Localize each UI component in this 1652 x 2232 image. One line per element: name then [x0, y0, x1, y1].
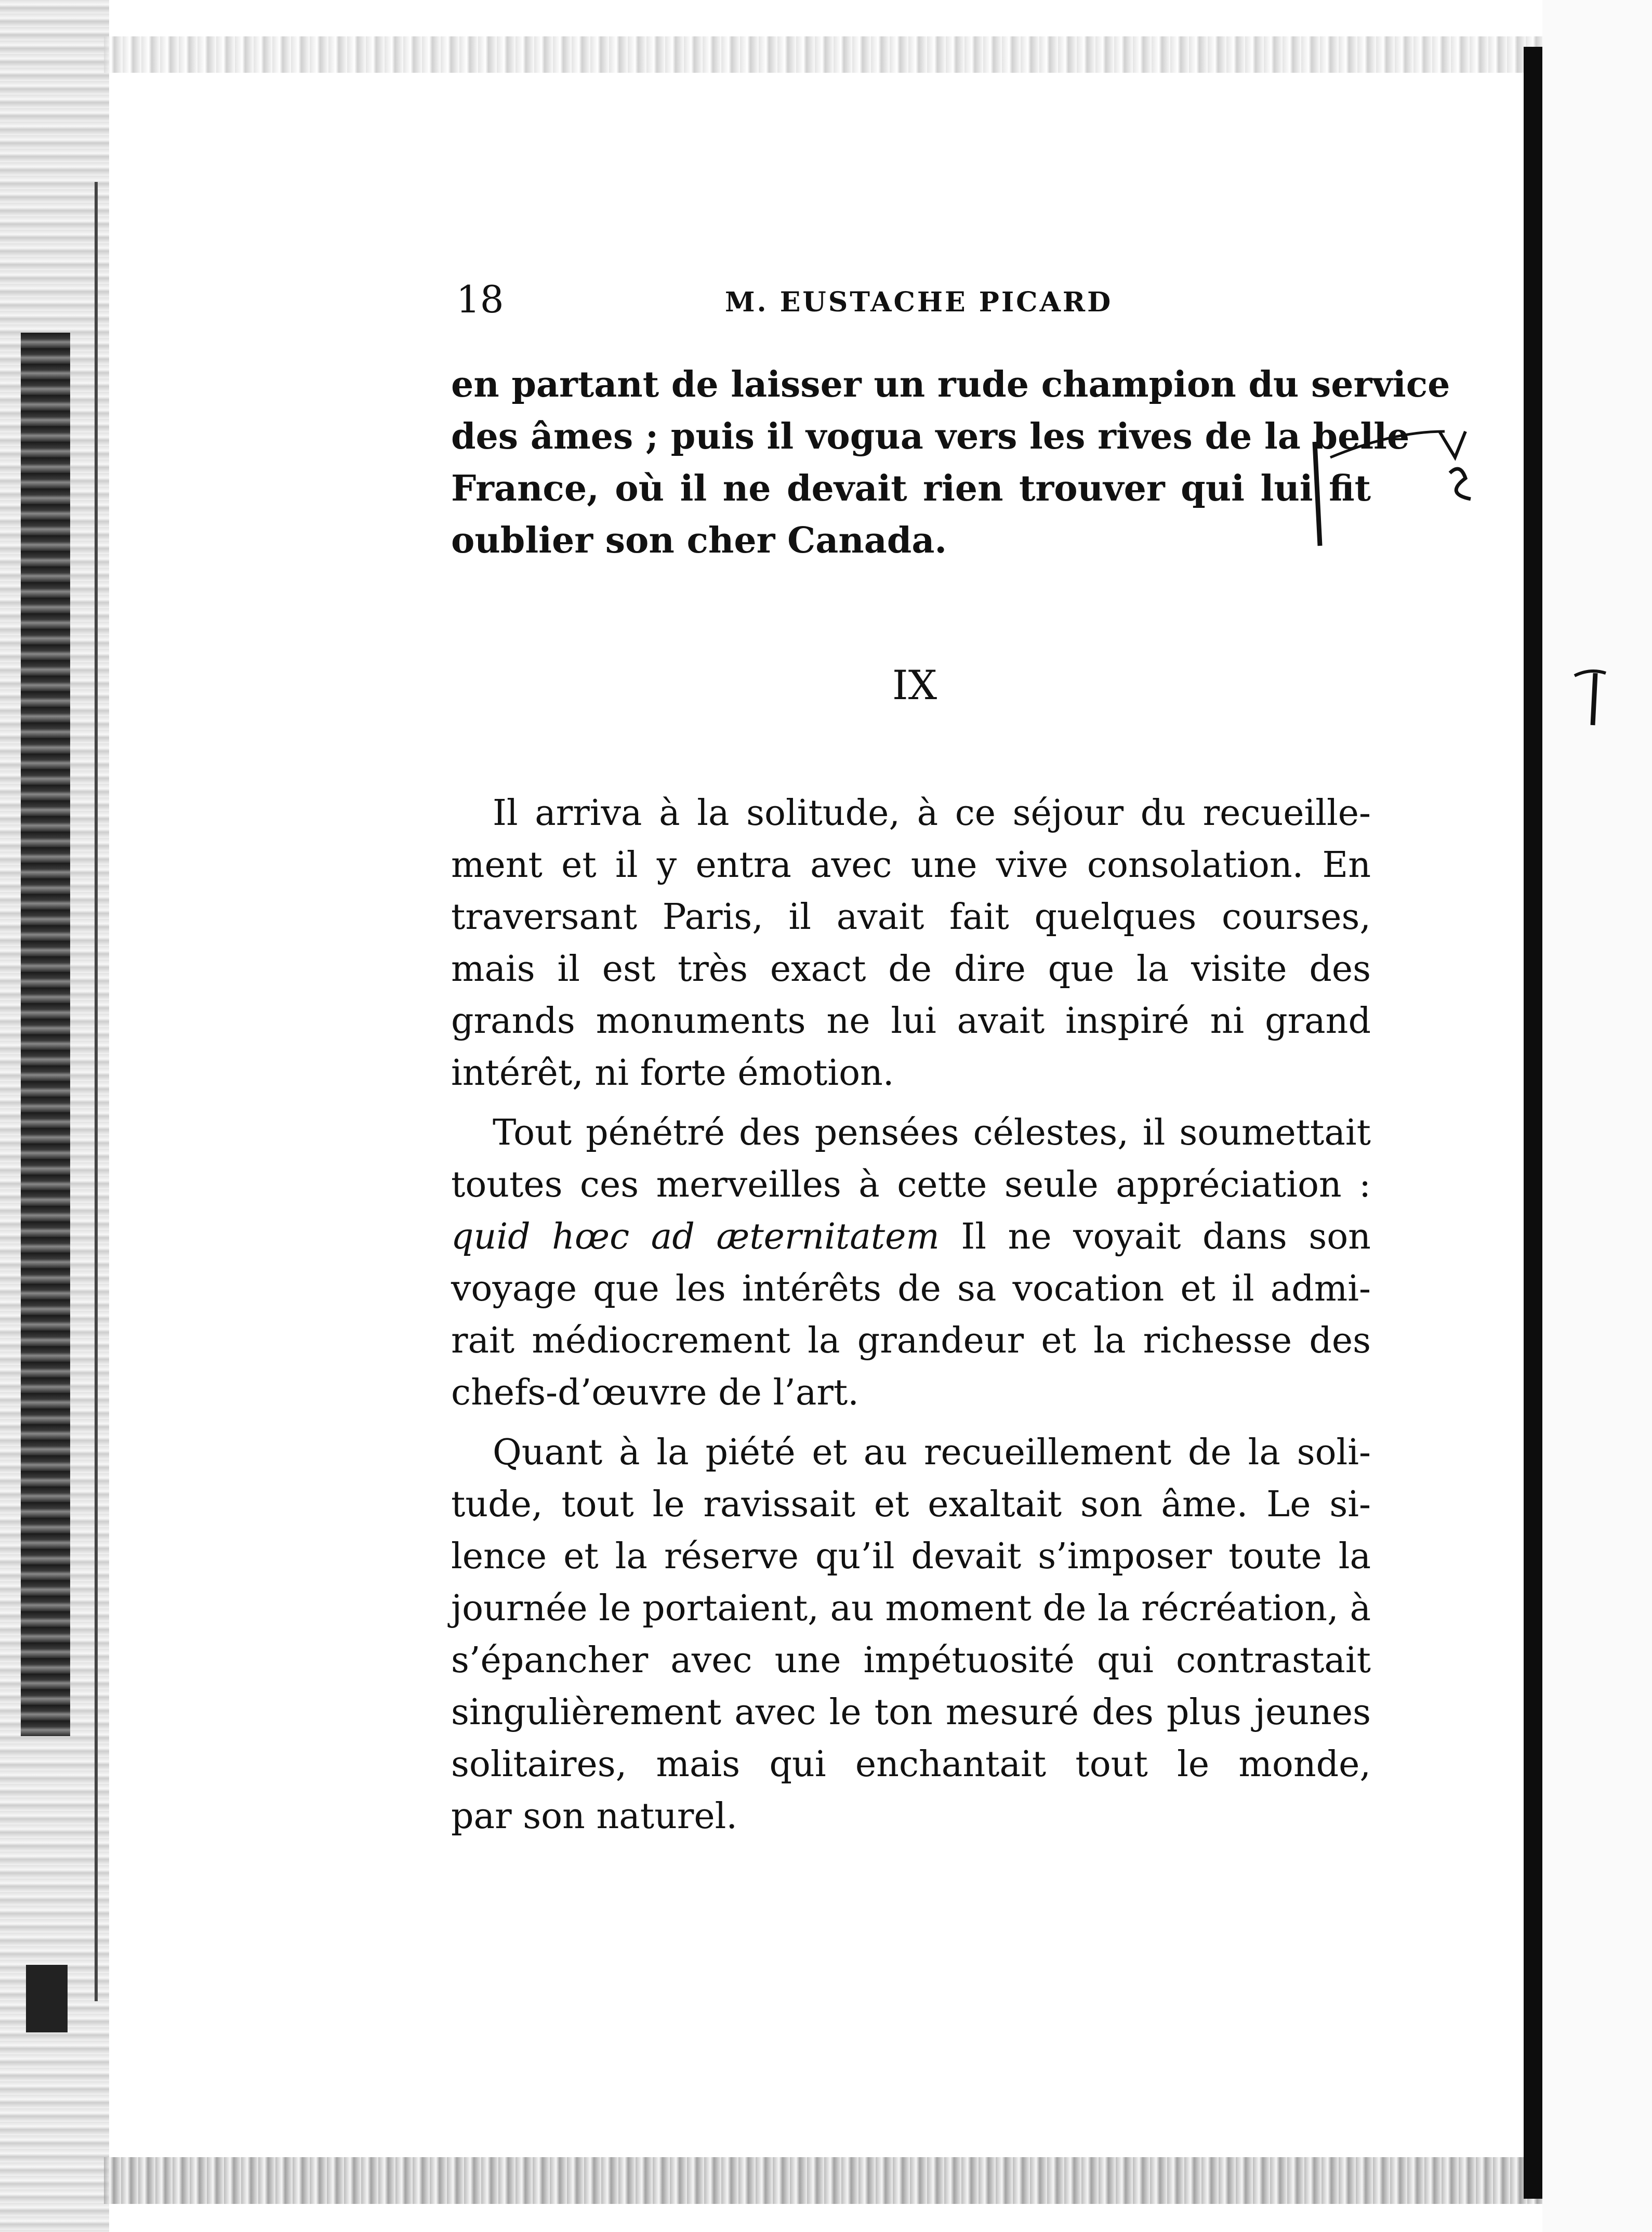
text-line: intérêt, ni forte émotion. [451, 1053, 894, 1094]
continuation-paragraph [451, 359, 1450, 567]
text-line: toutes ces merveilles à cette seule appréciation : [451, 1164, 1371, 1205]
handwritten-margin-mark [1569, 665, 1611, 728]
text-line: journée le portaient, au moment de la récréation, à [451, 1588, 1371, 1629]
paragraph-1 [451, 787, 1371, 1099]
text-line: rait médiocrement la grandeur et la richesse des [451, 1320, 1371, 1361]
paragraph-2 [451, 1107, 1371, 1419]
text-line: oublier son cher Canada. [451, 520, 947, 561]
text-line: des âmes ; puis il vogua vers les rives de la belle [451, 416, 1410, 457]
handwritten-proof-mark [1310, 426, 1481, 561]
text-line: singulièrement avec le ton mesuré des plus jeunes [451, 1692, 1371, 1733]
text-line: France, où il ne devait rien trouver qui lui fit [451, 468, 1371, 509]
text-line: lence et la réserve qu’il devait s’imposer toute la [451, 1536, 1371, 1577]
text-line: traversant Paris, il avait fait quelques courses, [451, 897, 1371, 938]
latin-phrase: quid hœc ad æternitatem [451, 1216, 940, 1257]
scan-left-binding-shadow [21, 333, 70, 1736]
running-head: M. EUSTACHE PICARD [725, 286, 1113, 318]
text-line: Il arriva à la solitude, à ce séjour du recueille- [493, 793, 1371, 834]
text-line: mais il est très exact de dire que la visite des [451, 949, 1371, 990]
text-fragment: Il ne voyait dans son [939, 1216, 1371, 1257]
text-line: chefs-d’œuvre de l’art. [451, 1372, 859, 1413]
text-line: Quant à la piété et au recueillement de la soli- [493, 1432, 1371, 1473]
text-line: tude, tout le ravissait et exaltait son âme. Le si- [451, 1484, 1371, 1525]
scan-top-edge [104, 36, 1559, 73]
text-line: solitaires, mais qui enchantait tout le monde, [451, 1744, 1371, 1785]
text-line: en partant de laisser un rude champion du service [451, 364, 1450, 405]
scan-right-margin [1542, 0, 1652, 2232]
scan-left-binding-shadow-lower [26, 1965, 68, 2032]
scan-right-page-edge [1524, 47, 1542, 2199]
text-line: Tout pénétré des pensées célestes, il soumettait [493, 1112, 1371, 1153]
text-line: ment et il y entra avec une vive consolation. En [451, 845, 1371, 886]
scan-left-edge-line [95, 182, 98, 2001]
text-line: voyage que les intérêts de sa vocation et il admi- [451, 1268, 1371, 1309]
text-line-with-latin [451, 1211, 1371, 1263]
paragraph-3 [451, 1427, 1371, 1843]
chapter-heading: IX [892, 662, 937, 709]
scan-bottom-edge [104, 2157, 1652, 2204]
text-line: grands monuments ne lui avait inspiré ni grand [451, 1001, 1371, 1042]
page-number: 18 [456, 278, 504, 321]
text-line: s’épancher avec une impétuosité qui contrastait [451, 1640, 1371, 1681]
text-line: par son naturel. [451, 1796, 738, 1837]
